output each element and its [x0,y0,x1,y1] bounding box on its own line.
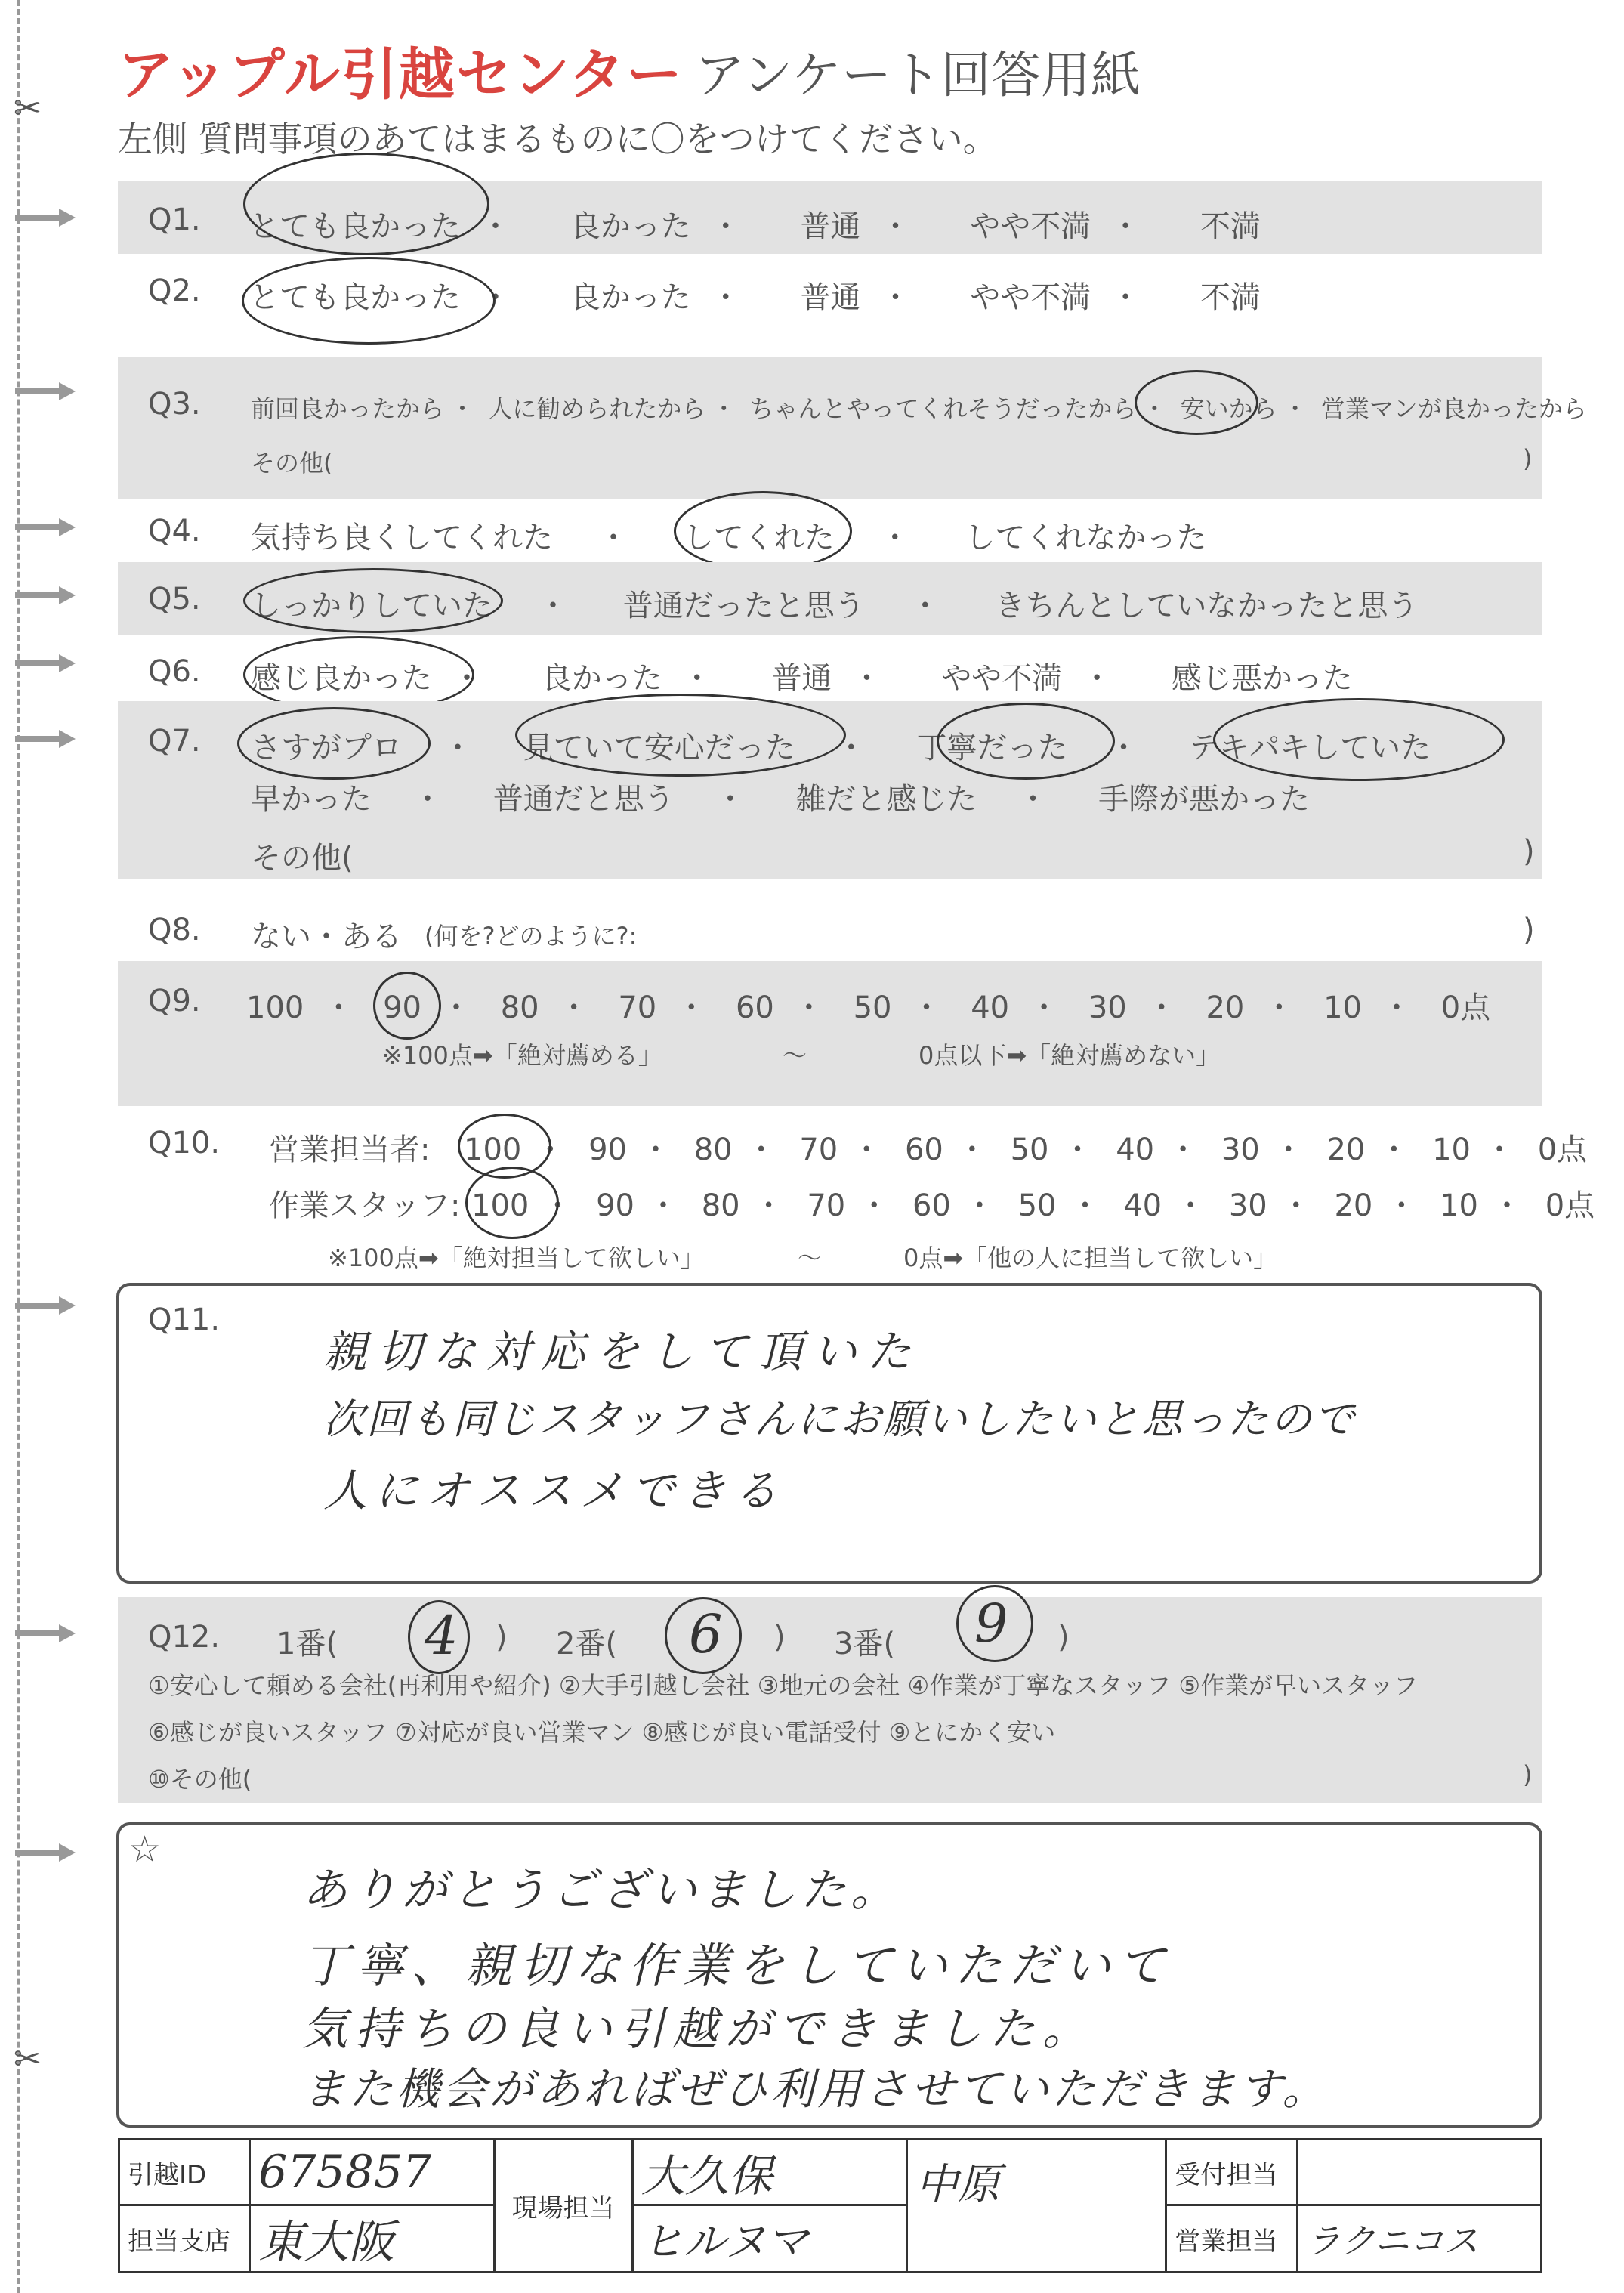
q1-option[interactable]: やや不満 [970,209,1091,244]
q7-option[interactable]: テキパキしていた [1189,731,1431,765]
q10-sales-option[interactable]: 50 [1010,1133,1049,1167]
site-staff-1-text: 大久保 [641,2150,773,2202]
q7-selection-circle [515,694,846,777]
arrow-icon [15,1296,76,1315]
q12-rank2-label: 2番( [556,1627,618,1661]
arrow-icon [15,1843,76,1862]
site-staff-2-text: ヒルヌマ [641,2217,809,2267]
scissors-icon: ✂ [14,89,42,128]
q9-option[interactable]: 10 [1323,990,1362,1025]
q10-staff-option[interactable]: 30 [1228,1188,1267,1223]
q7-row2: 早かった ・ 普通だと思う ・ 雑だと感じた ・ 手際が悪かった [251,775,1310,818]
q1-option[interactable]: 不満 [1199,209,1261,244]
q10-note-right: 0点➡「他の人に担当して欲しい」 [903,1244,1278,1272]
q10-note-mid: 〜 [798,1244,823,1272]
q9-note-mid: 〜 [783,1041,807,1070]
q7-option[interactable]: 丁寧だった [916,731,1068,765]
q3-selection-circle [1135,370,1258,435]
q5-options: しっかりしていた ・ 普通だったと思う ・ きちんとしていなかったと思う [251,582,1418,625]
arrow-icon [15,518,76,536]
q2-option[interactable]: 不満 [1199,280,1261,315]
reception-value[interactable] [1297,2140,1541,2205]
q6-label: Q6. [148,654,201,689]
q7-selection-circle [237,707,431,780]
q11-label: Q11. [148,1303,221,1337]
q9-note-right: 0点以下➡「絶対薦めない」 [919,1041,1221,1070]
comment-line: ありがとうございました。 [302,1864,900,1917]
star-icon: ☆ [128,1828,162,1871]
q12-choices-row2: ⑥感じが良いスタッフ ⑦対応が良い営業マン ⑧感じが良い電話受付 ⑨とにかく安い [148,1718,1056,1747]
q10-sales-option[interactable]: 70 [799,1133,838,1167]
q3-option[interactable]: ちゃんとやってくれそうだったから [749,394,1137,423]
q10-staff-options: 100 ・ 90 ・ 80 ・ 70 ・ 60 ・ 50 ・ 40 ・ 30 ・ 20 ・ 10 ・ 0点 [471,1182,1595,1225]
q5-option[interactable]: しっかりしていた [251,589,492,623]
q12-rank1-close: ) [496,1620,508,1655]
q2-options: とても良かった ・ 良かった ・ 普通 ・ やや不満 ・ 不満 [249,273,1261,317]
q7-selection-circle [1213,698,1505,781]
q3-options: 前回良かったから ・ 人に勧められたから ・ ちゃんとやってくれそうだったから ・ 安いから ・ 営業マンが良かったから [251,390,1587,425]
q10-sales-option[interactable]: 80 [693,1133,733,1167]
binding-line [17,0,20,2293]
q9-option[interactable]: 80 [500,990,539,1025]
q11-answer-line: 親切な対応をして頂いた [323,1326,922,1377]
q9-selection-circle [373,972,441,1040]
site-staff-1[interactable] [632,2140,906,2205]
q5-label: Q5. [148,582,201,617]
q5-selection-circle [243,568,503,633]
sales-text: ラクニコス [1305,2220,1479,2261]
q3-other-label: その他( [251,449,333,477]
q9-label: Q9. [148,984,201,1018]
q10-label: Q10. [148,1126,221,1160]
sales-label: 営業担当 [1166,2205,1297,2273]
q10-staff-option[interactable]: 100 [471,1188,529,1223]
branch-label: 担当支店 [119,2205,250,2273]
q6-options: 感じ良かった ・ 良かった ・ 普通 ・ やや不満 ・ 感じ悪かった [251,654,1353,697]
q10-sales-label: 営業担当者: [269,1133,431,1167]
q6-option[interactable]: 感じ悪かった [1171,661,1353,696]
q9-option[interactable]: 100 [246,990,304,1025]
q7-option[interactable]: さすがプロ [251,731,402,765]
q2-label: Q2. [148,273,201,308]
q4-option[interactable]: してくれた [683,521,835,555]
q10-staff-option[interactable]: 50 [1017,1188,1057,1223]
q10-note-left: ※100点➡「絶対担当して欲しい」 [328,1244,705,1272]
q7-row1: さすがプロ ・ 見ていて安心だった ・ 丁寧だった ・ テキパキしていた [251,724,1431,767]
q9-option[interactable]: 30 [1088,990,1127,1025]
q6-option[interactable]: やや不満 [941,661,1063,696]
q9-note-left: ※100点➡「絶対薦める」 [382,1041,662,1070]
q7-option[interactable]: 手際が悪かった [1098,782,1311,817]
q9-option[interactable]: 90 [383,990,421,1025]
q7-option[interactable]: 見ていて安心だった [523,731,795,765]
q12-rank1-value[interactable]: 4 [425,1605,458,1667]
q1-label: Q1. [148,202,201,237]
arrow-icon [15,654,76,672]
branch-value[interactable] [250,2205,494,2273]
reception-label: 受付担当 [1166,2140,1297,2205]
footer-table [118,2138,1542,2273]
q7-option[interactable]: 早かった [251,782,372,817]
q12-rank2-value[interactable]: 6 [689,1603,723,1665]
q9-option[interactable]: 20 [1206,990,1245,1025]
branch-text: 東大阪 [258,2216,395,2269]
q9-band [118,961,1542,1106]
q10-staff-option[interactable]: 90 [596,1188,634,1223]
q3-label: Q3. [148,387,201,422]
q12-rank3-value[interactable]: 9 [974,1593,1008,1655]
q5-option[interactable]: 普通だったと思う [622,589,865,623]
q11-answer-line: 次回も同じスタッフさんにお願いしたいと思ったので [323,1395,1357,1443]
q3-option[interactable]: 営業マンが良かったから [1320,394,1587,423]
q2-option[interactable]: 普通 [800,280,861,315]
q10-staff-option[interactable]: 80 [701,1188,740,1223]
q12-rank3-close: ) [1057,1620,1070,1655]
q12-rank3-label: 3番( [834,1627,896,1661]
q1-option[interactable]: 良かった [570,209,691,244]
q1-selection-circle [243,153,489,255]
q4-option[interactable]: してくれなかった [965,521,1207,555]
form-title: アンケート回答用紙 [695,46,1141,104]
q9-option[interactable]: 40 [971,990,1010,1025]
site-staff-2[interactable] [632,2205,906,2273]
q10-staff-option[interactable]: 10 [1440,1188,1478,1223]
q2-option[interactable]: やや不満 [970,280,1091,315]
q10-staff-selection-circle [465,1167,559,1239]
arrow-icon [15,382,76,400]
q4-option[interactable]: 気持ち良くしてくれた [251,521,553,555]
q12-rank1-label: 1番( [276,1627,338,1661]
q9-option[interactable]: 60 [735,990,774,1025]
q10-sales-option[interactable]: 60 [904,1133,943,1167]
q8-label: Q8. [148,913,201,947]
brand-title: アップル引越センター [118,42,684,107]
q8-text[interactable]: ない・ある [251,919,402,954]
q7-selection-circle [937,703,1115,780]
q10-sales-options: 100 ・ 90 ・ 80 ・ 70 ・ 60 ・ 50 ・ 40 ・ 30 ・ 20 ・ 10 ・ 0点 [464,1126,1587,1169]
q10-sales-option[interactable]: 20 [1326,1133,1366,1167]
q10-sales-option[interactable]: 0点 [1537,1133,1588,1167]
q6-option[interactable]: 良かった [541,661,662,696]
site-staff-3[interactable] [907,2140,1166,2273]
q10-staff-option[interactable]: 40 [1123,1188,1162,1223]
q3-option[interactable]: 人に勧められたから [488,394,706,423]
q1-options: とても良かった ・ 良かった ・ 普通 ・ やや不満 ・ 不満 [249,202,1261,246]
q12-choices-row1: ①安心して頼める会社(再利用や紹介) ②大手引越し会社 ③地元の会社 ④作業が丁寧なスタッフ ⑤作業が早いスタッフ [148,1671,1419,1700]
q12-rank1-circle [408,1600,470,1674]
q9-option[interactable]: 0点 [1440,990,1491,1025]
comment-line: 気持ちの良い引越ができました。 [302,2003,1095,2056]
q10-staff-option[interactable]: 60 [912,1188,951,1223]
q2-option[interactable]: とても良かった [249,280,461,315]
sales-value[interactable] [1297,2205,1541,2273]
scissors-icon: ✂ [14,2040,42,2078]
q10-sales-option[interactable]: 90 [588,1133,627,1167]
q9-option[interactable]: 50 [853,990,892,1025]
q8-hint: (何を?どのように?: [425,922,638,950]
q11-answer-line: 人にオススメできる [323,1465,786,1516]
q12-rank3-circle [956,1585,1033,1662]
q7-other-close: ) [1523,834,1535,869]
move-id-value[interactable] [250,2140,494,2205]
q12-rank2-circle [665,1597,742,1674]
q10-sales-option[interactable]: 10 [1432,1133,1471,1167]
q10-staff-option[interactable]: 70 [807,1188,846,1223]
q10-staff-option[interactable]: 0点 [1545,1188,1595,1223]
q4-selection-circle [674,491,852,571]
instruction-text: 左側 質問事項のあてはまるものに〇をつけてください。 [118,119,998,159]
q1-option[interactable]: とても良かった [249,209,461,244]
q5-option[interactable]: きちんとしていなかったと思う [995,589,1419,623]
q7-option[interactable]: 普通だと思う [492,782,675,817]
q3-option[interactable]: 安いから [1180,394,1277,423]
arrow-icon [15,209,76,227]
q7-other-label: その他( [251,841,354,876]
arrow-icon [15,586,76,604]
q8-close: ) [1523,913,1535,947]
q2-selection-circle [242,257,496,345]
q6-option[interactable]: 普通 [771,661,832,696]
q3-other-close: ) [1523,444,1533,473]
site-staff-3-text: 中原 [915,2160,1001,2209]
q10-staff-label: 作業スタッフ: [269,1188,461,1223]
q4-label: Q4. [148,514,201,549]
q7-label: Q7. [148,724,201,759]
arrow-icon [15,730,76,748]
q12-label: Q12. [148,1620,221,1655]
move-id-label: 引越ID [119,2140,250,2205]
q12-choices-row3: ⑩その他( [148,1765,252,1794]
move-id-text: 675857 [258,2146,432,2199]
q4-options: 気持ち良くしてくれた ・ してくれた ・ してくれなかった [251,514,1206,557]
q10-sales-option[interactable]: 30 [1221,1133,1260,1167]
q3-option[interactable]: 前回良かったから [251,394,445,423]
q12-other-close: ) [1523,1760,1533,1789]
comment-line: また機会があればぜひ利用させていただきます。 [302,2063,1329,2115]
q12-rank2-close: ) [773,1620,786,1655]
q10-staff-option[interactable]: 20 [1334,1188,1373,1223]
q9-options: 100 ・ 90 ・ 80 ・ 70 ・ 60 ・ 50 ・ 40 ・ 30 ・ 20 ・ 10 ・ 0点 [246,984,1490,1027]
comment-line: 丁寧、親切な作業をしていただいて [302,1938,1173,1993]
q10-sales-option[interactable]: 40 [1116,1133,1155,1167]
q1-option[interactable]: 普通 [800,209,861,244]
q6-option[interactable]: 感じ良かった [251,661,432,696]
q10-sales-option[interactable]: 100 [464,1133,522,1167]
q2-option[interactable]: 良かった [570,280,691,315]
q9-option[interactable]: 70 [618,990,657,1025]
site-label: 現場担当 [494,2140,632,2273]
q7-option[interactable]: 雑だと感じた [795,782,977,817]
arrow-icon [15,1624,76,1642]
